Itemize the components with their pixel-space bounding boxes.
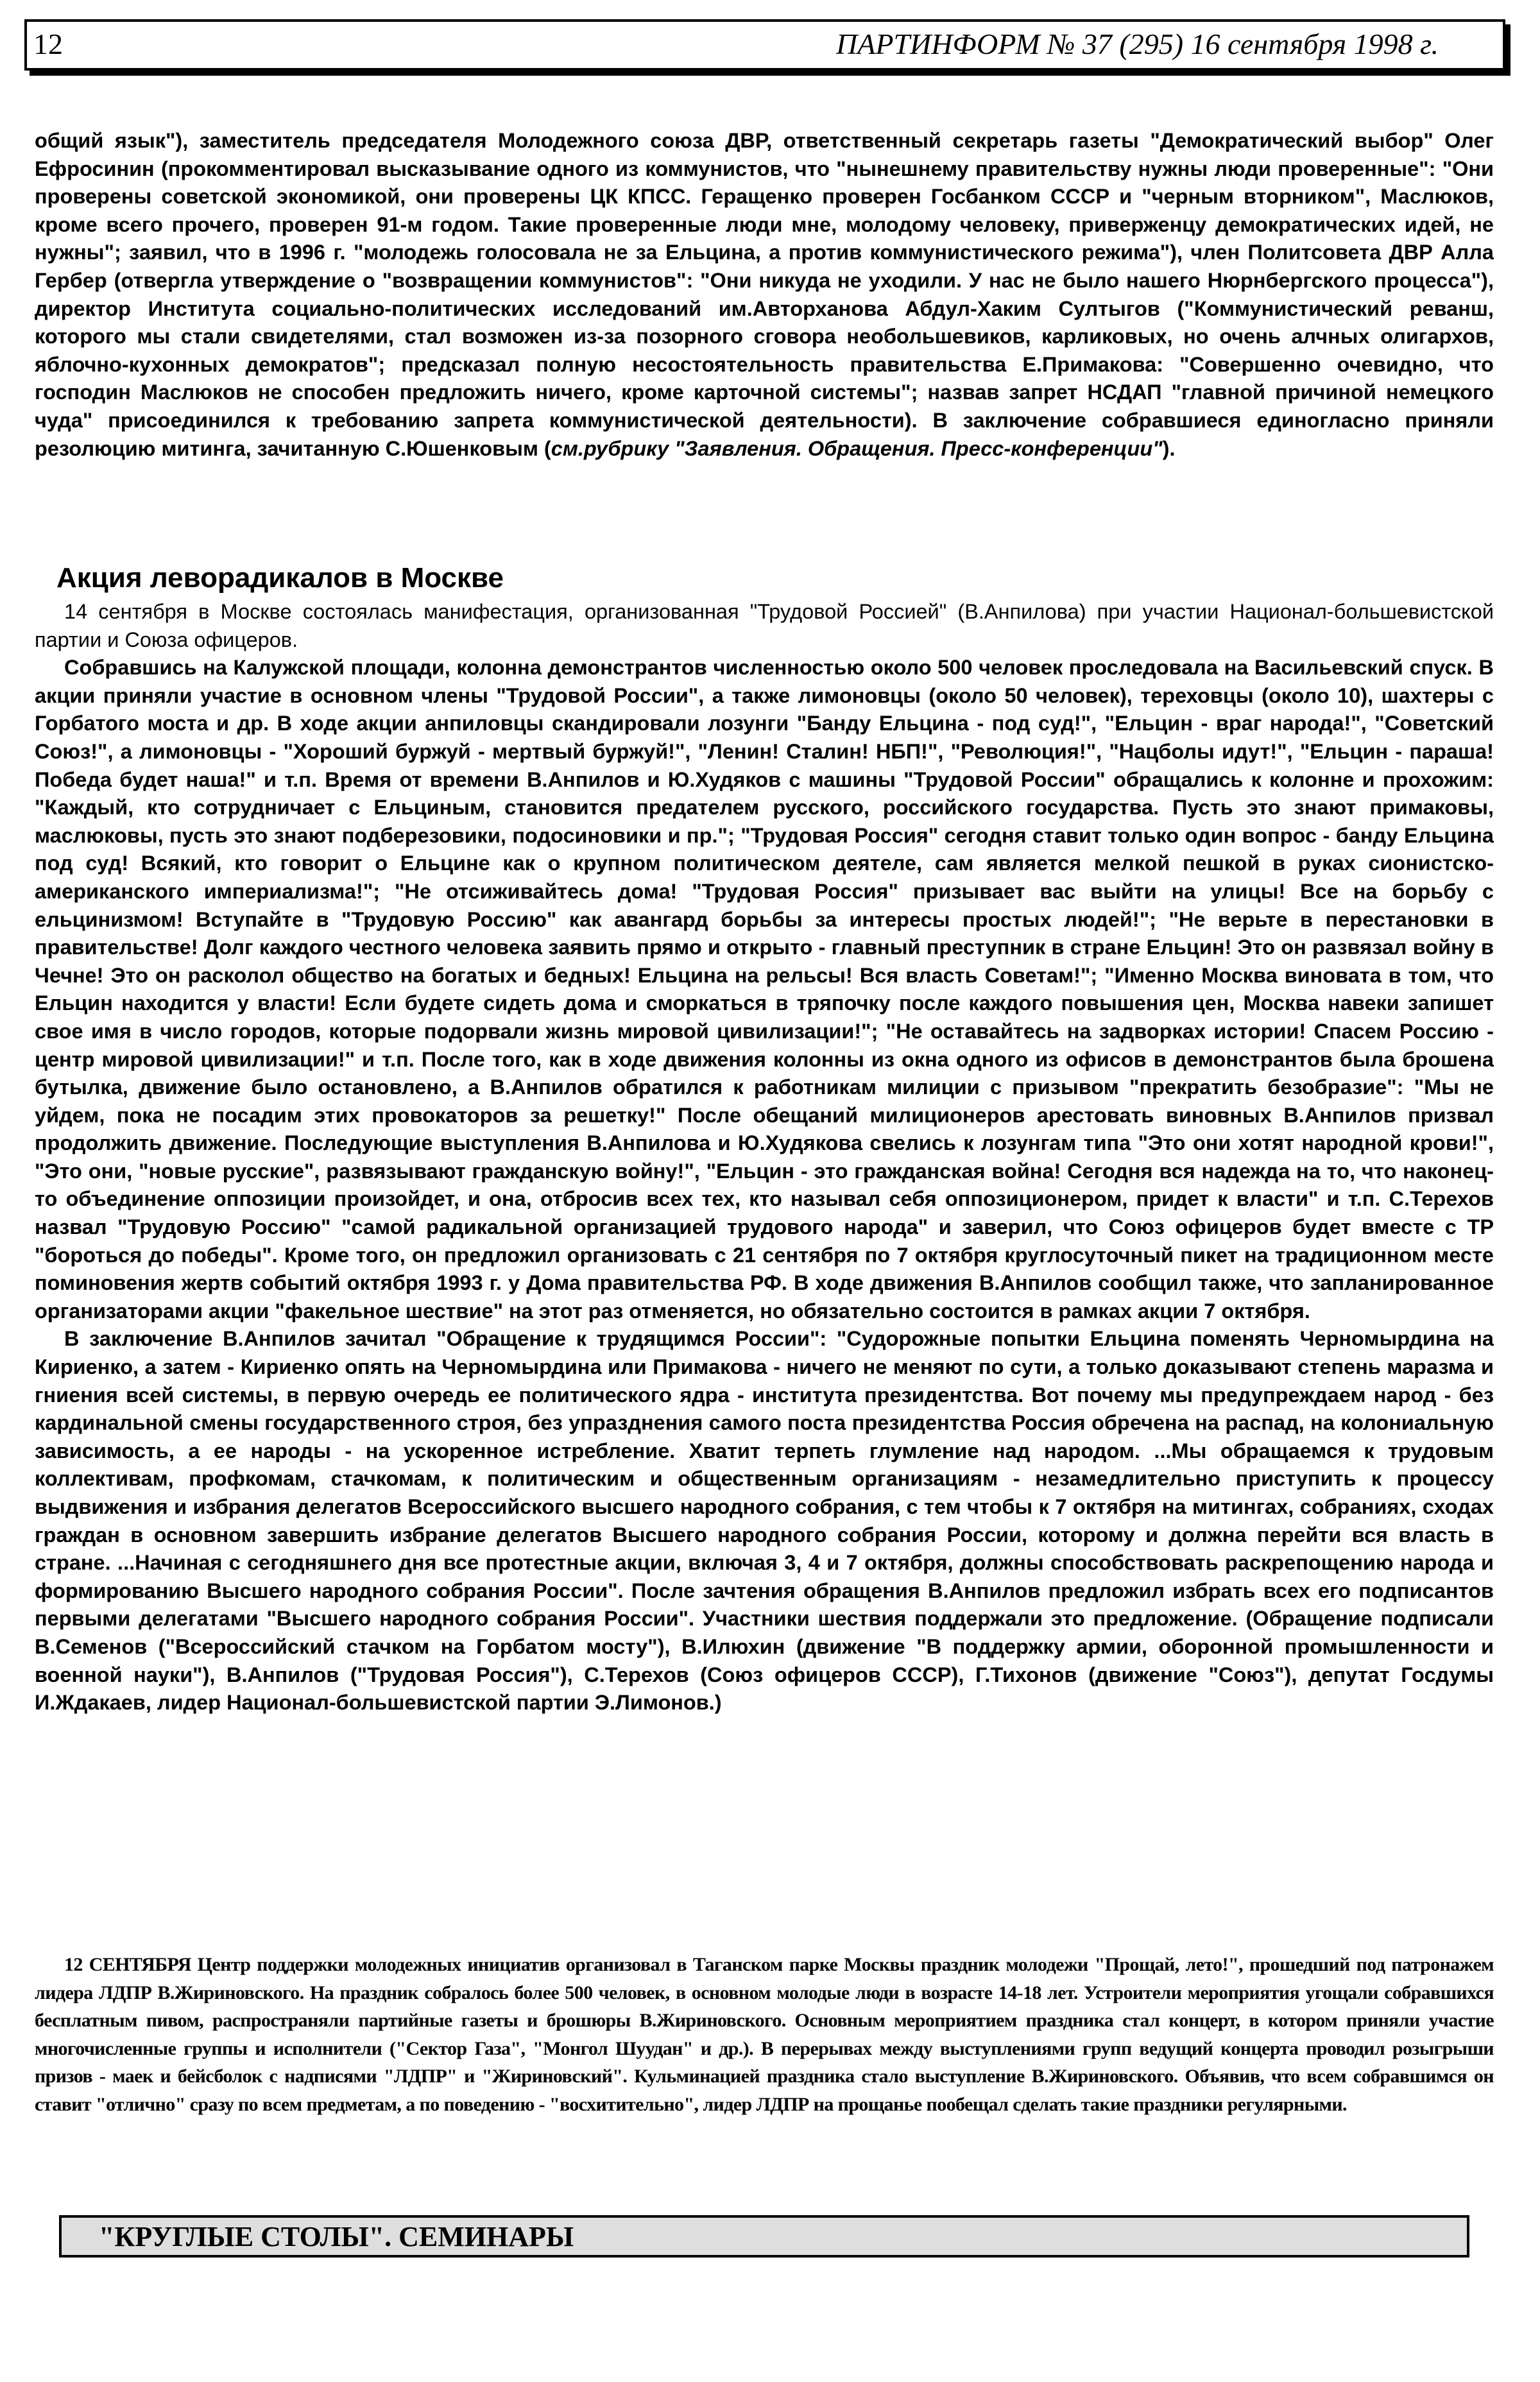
publication-title: ПАРТИНФОРМ № 37 (295) 16 сентября 1998 г. — [836, 28, 1439, 60]
article-paragraph: В заключение В.Анпилов зачитал "Обращение к трудящимся России": "Судорожные попытки Ельцина поменять Черномырдина на Кириенко, а затем - Кириенко опять на Черномырдина или Примакова - ничего не меняют по сути, а только доказывают степень маразма и гниения всей системы, в первую очередь ее политического ядра - института президентства. Вот почему мы предупреждаем народ - без кардинальной смены государственного строя, без упразднения самого поста президентства Россия обречена на распад, на колониальную зависимость, а ее народы - на ускоренное истребление. Хватит терпеть глумление над народом. ...Мы обращаемся к трудовым коллективам, профкомам, стачкомам, к политическим и общественным организациям - незамедлительно приступить к процессу выдвижения и избрания делегатов Всероссийского высшего народного собрания, с тем чтобы к 7 октября на митингах, собраниях, сходах граждан в основном завершить избрание делегатов Высшего народного собрания России, которому и должна перейти вся власть в стране. ...Начиная с сегодняшнего дня все протестные акции, включая 3, 4 и 7 октября, должны способствовать раскрепощению народа и формированию Высшего народного собрания России". После зачтения обращения В.Анпилов предложил избрать всех его подписантов первыми делегатами "Высшего народного собрания России". Участники шествия поддержали это предложение. (Обращение подписали В.Семенов ("Всероссийский стачком на Горбатом мосту"), В.Илюхин (движение "В поддержку армии, оборонной промышленности и военной науки"), В.Анпилов ("Трудовая Россия"), С.Терехов (Союз офицеров СССР), Г.Тихонов (движение "Союз"), депутат Госдумы И.Ждакаев, лидер Национал-большевистской партии Э.Лимонов.) — [35, 1327, 1494, 1715]
paragraph-text: общий язык"), заместитель председателя Молодежного союза ДВР, ответственный секретарь газеты "Демократический выбор" Олег Ефросинин (прокомментировал высказывание одного из коммунистов, что "нынешнему правительству нужны люди проверенные": "Они проверены советской экономикой, они проверены ЦК КПСС. Геращенко проверен Госбанком СССР и "черным вторником", Маслюков, кроме всего прочего, проверен 91-м годом. Такие проверенные люди мне, молодому человеку, приверженцу демократических идей, не нужны"; заявил, что в 1996 г. "молодежь голосовала не за Ельцина, а против коммунистического режима"), член Политсовета ДВР Алла Гербер (отвергла утверждение о "возвращении коммунистов": "Они никуда не уходили. У нас не было нашего Нюрнбергского процесса"), директор Института социально-политических исследований им.Авторханова Абдул-Хаким Султыгов ("Коммунистический реванш, которого мы стали свидетелями, стал возможен из-за позорного сговора необольшевиков, карликовых, но очень алчных олигархов, яблочно-кухонных демократов"; предсказал полную несостоятельность правительства Е.Примакова: "Совершенно очевидно, что господин Маслюков не способен предложить ничего, кроме карточной системы"; назвав запрет НСДАП "главной причиной немецкого чуда" присоединился к требованию запрета коммунистической деятельности). В заключение собравшиеся единогласно приняли резолюцию митинга, зачитанную С.Юшенковым ( — [35, 129, 1494, 460]
article-continued — [35, 127, 1494, 463]
article-heading: Акция леворадикалов в Москве — [56, 562, 504, 594]
page-number: 12 — [33, 28, 63, 60]
news-text: 12 СЕНТЯБРЯ Центр поддержки молодежных инициатив организовал в Таганском парке Москвы праздник молодежи "Прощай, лето!", прошедший под патронажем лидера ЛДПР В.Жириновского. На праздник собралось более 500 человек, в основном молодые люди в возрасте 14-18 лет. Устроители мероприятия угощали собравшихся бесплатным пивом, распространяли партийные газеты и брошюры В.Жириновского. Основным мероприятием праздника стал концерт, в котором приняли участие многочисленные группы и исполнители ("Сектор Газа", "Монгол Шуудан" и др.). В перерывах между выступлениями групп ведущий концерта проводил розыгрыши призов - маек и бейсболок с надписями "ЛДПР" и "Жириновский". Кульминацией праздника стало выступление В.Жириновского. Объявив, что всем собравшимся он ставит "отлично" сразу по всем предметам, а по поведению - "восхитительно", лидер ЛДПР на прощанье пообещал сделать такие праздники регулярными. — [35, 1954, 1494, 2115]
section-header — [59, 2215, 1469, 2258]
news-item — [35, 1951, 1494, 2119]
section-title: "КРУГЛЫЕ СТОЛЫ". СЕМИНАРЫ — [99, 2221, 574, 2252]
article-lead: 14 сентября в Москве состоялась манифестация, организованная "Трудовой Россией" (В.Анпилова) при участии Национал-большевистской партии и Союза офицеров. — [35, 600, 1494, 651]
article-paragraph: Собравшись на Калужской площади, колонна демонстрантов численностью около 500 человек проследовала на Васильевский спуск. В акции приняли участие в основном члены "Трудовой России", а также лимоновцы (около 50 человек), тереховцы (около 10), шахтеры с Горбатого моста и др. В ходе акции анпиловцы скандировали лозунги "Банду Ельцина - под суд!", "Ельцин - враг народа!", "Советский Союз!", а лимоновцы - "Хороший буржуй - мертвый буржуй!", "Ленин! Сталин! НБП!", "Революция!", "Нацболы идут!", "Ельцин - параша! Победа будет наша!" и т.п. Время от времени В.Анпилов и Ю.Худяков с машины "Трудовой России" обращались к колонне и прохожим: "Каждый, кто сотрудничает с Ельциным, становится предателем русского, российского государства. Пусть это знают примаковы, маслюковы, пусть это знают подберезовики, подосиновики и пр."; "Трудовая Россия" сегодня ставит только один вопрос - банду Ельцина под суд! Всякий, кто говорит о Ельцине как о крупном политическом деятеле, сам является мелкой пешкой в руках сионистско-американского империализма!"; "Не отсиживайтесь дома! "Трудовая Россия" призывает вас выйти на улицы! Все на борьбу с ельцинизмом! Вступайте в "Трудовую Россию" как авангард борьбы за интересы простых людей!"; "Не верьте в перестановки в правительстве! Долг каждого честного человека заявить прямо и открыто - главный преступник в стране Ельцин! Это он развязал войну в Чечне! Это он расколол общество на богатых и бедных! Ельцина на рельсы! Вся власть Советам!"; "Именно Москва виновата в том, что Ельцин находится у власти! Если будете сидеть дома и сморкаться в тряпочку после каждого повышения цен, Москва навеки запишет свое имя в число городов, которые подорвали жизнь мировой цивилизации!"; "Не оставайтесь на задворках истории! Спасем Россию - центр мировой цивилизации!" и т.п. После того, как в ходе движения колонны из окна одного из офисов в демонстрантов была брошена бутылка, движение было остановлено, а В.Анпилов обратился к работникам милиции с призывом "прекратить безобразие": "Мы не уйдем, пока не посадим этих провокаторов за решетку!" После обещаний милиционеров арестовать виновных В.Анпилов призвал продолжить движение. Последующие выступления В.Анпилова и Ю.Худякова свелись к лозунгам типа "Это они хотят народной крови!", "Это они, "новые русские", развязывают гражданскую войну!", "Ельцин - это гражданская война! Сегодня вся надежда на то, что наконец-то объединение оппозиции произойдет, и она, отбросив всех тех, кто называл себя оппозиционером, придет к власти" и т.п. С.Терехов назвал "Трудовую Россию" "самой радикальной организацией трудового народа" и заверил, что Союз офицеров будет вместе с ТР "бороться до победы". Кроме того, он предложил организовать с 21 сентября по 7 октября круглосуточный пикет на традиционном месте поминовения жертв событий октября 1993 г. у Дома правительства РФ. В ходе движения В.Анпилов сообщил также, что запланированное организаторами акции "факельное шествие" на этот раз отменяется, но обязательно состоится в рамках акции 7 октября. — [35, 656, 1494, 1323]
paragraph-end: ). — [1162, 436, 1176, 460]
page-header — [24, 19, 1505, 71]
article-body — [35, 598, 1494, 1717]
rubric-reference: см.рубрику "Заявления. Обращения. Пресс-конференции" — [551, 436, 1163, 460]
